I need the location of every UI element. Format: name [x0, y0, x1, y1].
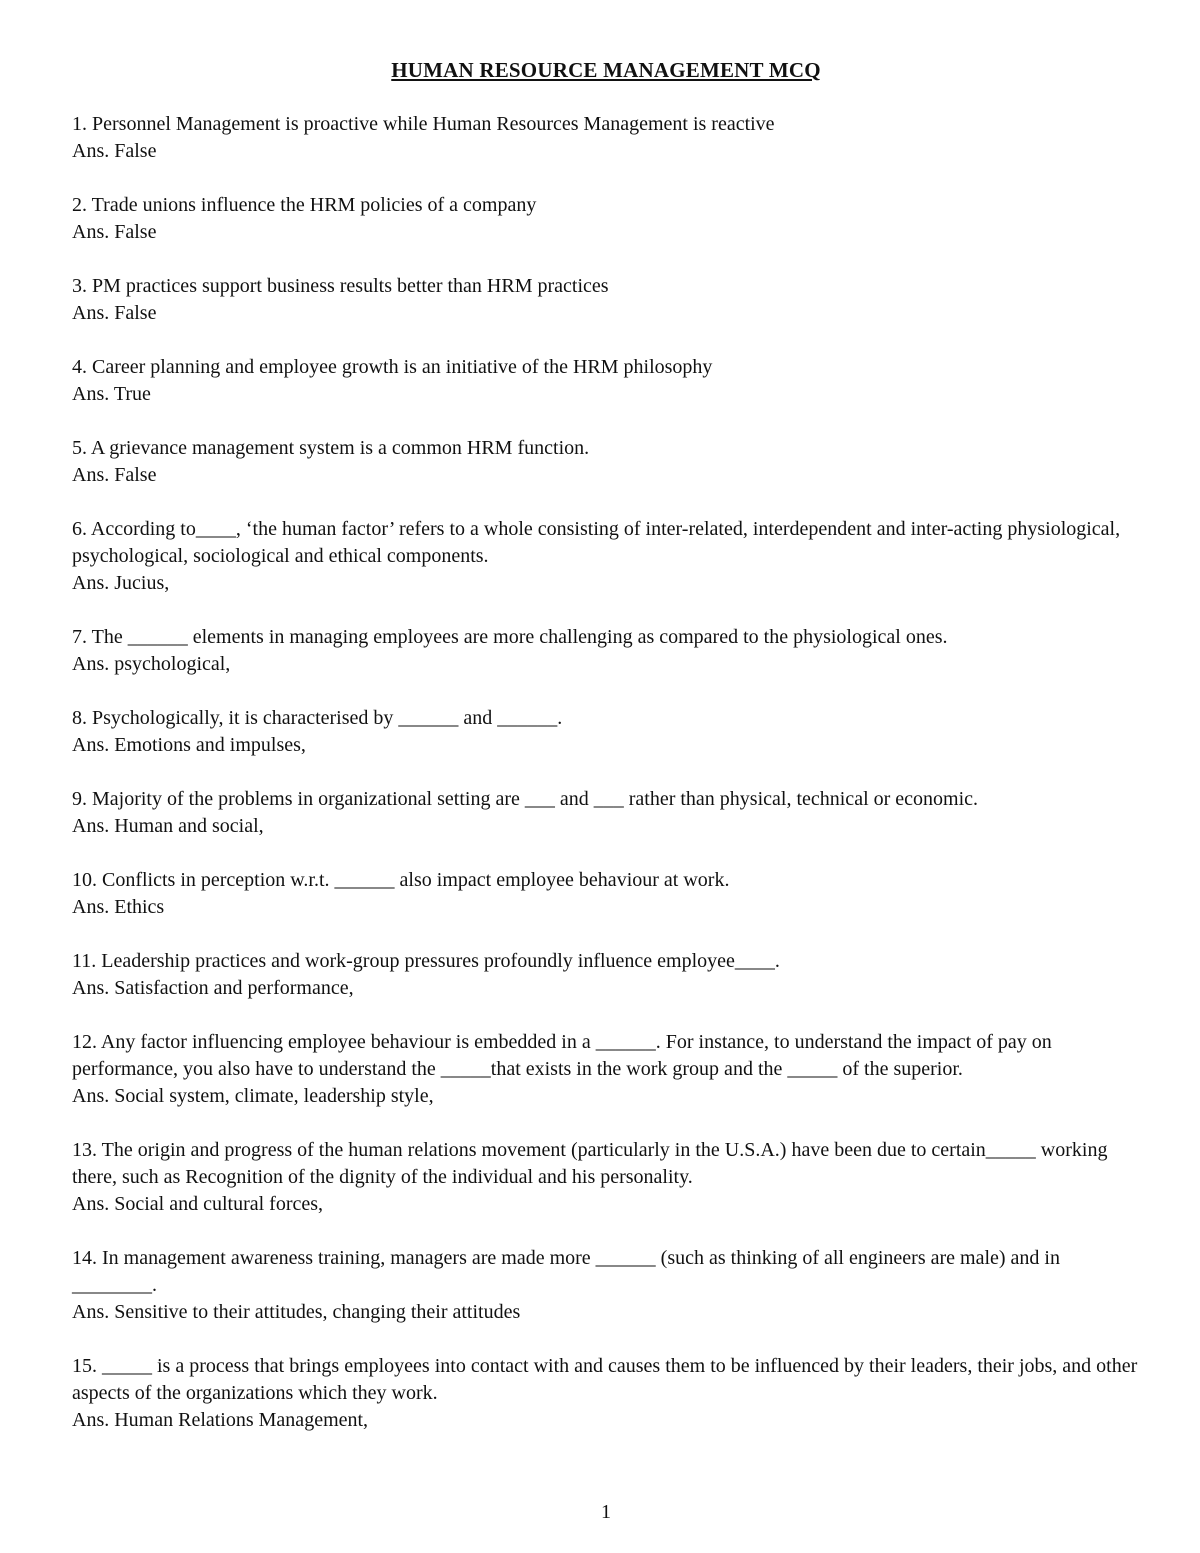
- question-text: 11. Leadership practices and work-group pressures profoundly influence employee____.: [72, 950, 780, 972]
- question-item: [72, 1245, 1142, 1326]
- question-text: 7. The ______ elements in managing employees are more challenging as compared to the physiological ones.: [72, 626, 948, 648]
- question-list: [72, 111, 1142, 1434]
- answer-text: Ans. Ethics: [72, 896, 165, 918]
- answer-text: Ans. Human and social,: [72, 815, 264, 837]
- page-number: 1: [601, 1501, 611, 1523]
- answer-text: Ans. False: [72, 221, 157, 243]
- question-item: [72, 867, 1142, 921]
- answer-text: Ans. Jucius,: [72, 572, 170, 594]
- answer-text: Ans. Satisfaction and performance,: [72, 977, 354, 999]
- question-item: [72, 111, 1142, 165]
- answer-text: Ans. Emotions and impulses,: [72, 734, 306, 756]
- question-text: 10. Conflicts in perception w.r.t. ______ also impact employee behaviour at work.: [72, 869, 730, 891]
- question-text: 12. Any factor influencing employee behaviour is embedded in a ______. For instance, to understand the impact of pay on performance, you also have to understand the _____that exists in the work group and the _____ of the superior.: [72, 1031, 1057, 1080]
- answer-text: Ans. True: [72, 383, 151, 405]
- question-text: 14. In management awareness training, managers are made more ______ (such as thinking of all engineers are male) and in ________.: [72, 1247, 1065, 1296]
- question-item: [72, 516, 1142, 597]
- question-text: 1. Personnel Management is proactive while Human Resources Management is reactive: [72, 113, 775, 135]
- question-text: 9. Majority of the problems in organizational setting are ___ and ___ rather than physical, technical or economic.: [72, 788, 979, 810]
- question-text: 3. PM practices support business results better than HRM practices: [72, 275, 609, 297]
- answer-text: Ans. Human Relations Management,: [72, 1409, 369, 1431]
- answer-text: Ans. Sensitive to their attitudes, changing their attitudes: [72, 1301, 521, 1323]
- question-item: [72, 435, 1142, 489]
- question-item: [72, 786, 1142, 840]
- question-item: [72, 354, 1142, 408]
- question-item: [72, 1029, 1142, 1110]
- question-text: 15. _____ is a process that brings employees into contact with and causes them to be influenced by their leaders, their jobs, and other aspects of the organizations which they work.: [72, 1355, 1143, 1404]
- answer-text: Ans. False: [72, 140, 157, 162]
- answer-text: Ans. False: [72, 464, 157, 486]
- question-item: [72, 624, 1142, 678]
- answer-text: Ans. psychological,: [72, 653, 231, 675]
- question-text: 4. Career planning and employee growth is an initiative of the HRM philosophy: [72, 356, 713, 378]
- question-item: [72, 948, 1142, 1002]
- question-item: [72, 273, 1142, 327]
- document-title: HUMAN RESOURCE MANAGEMENT MCQ: [391, 58, 821, 82]
- answer-text: Ans. Social and cultural forces,: [72, 1193, 324, 1215]
- question-text: 5. A grievance management system is a common HRM function.: [72, 437, 590, 459]
- question-text: 6. According to____, ‘the human factor’ refers to a whole consisting of inter-related, interdependent and inter-acting physiological, psychological, sociological and ethical components.: [72, 518, 1126, 567]
- question-item: [72, 1137, 1142, 1218]
- question-text: 13. The origin and progress of the human relations movement (particularly in the U.S.A.) have been due to certain_____ working there, such as Recognition of the dignity of the individual and his personality.: [72, 1139, 1113, 1188]
- answer-text: Ans. False: [72, 302, 157, 324]
- question-text: 2. Trade unions influence the HRM policies of a company: [72, 194, 537, 216]
- answer-text: Ans. Social system, climate, leadership style,: [72, 1085, 434, 1107]
- question-item: [72, 192, 1142, 246]
- question-item: [72, 705, 1142, 759]
- question-text: 8. Psychologically, it is characterised by ______ and ______.: [72, 707, 563, 729]
- question-item: [72, 1353, 1142, 1434]
